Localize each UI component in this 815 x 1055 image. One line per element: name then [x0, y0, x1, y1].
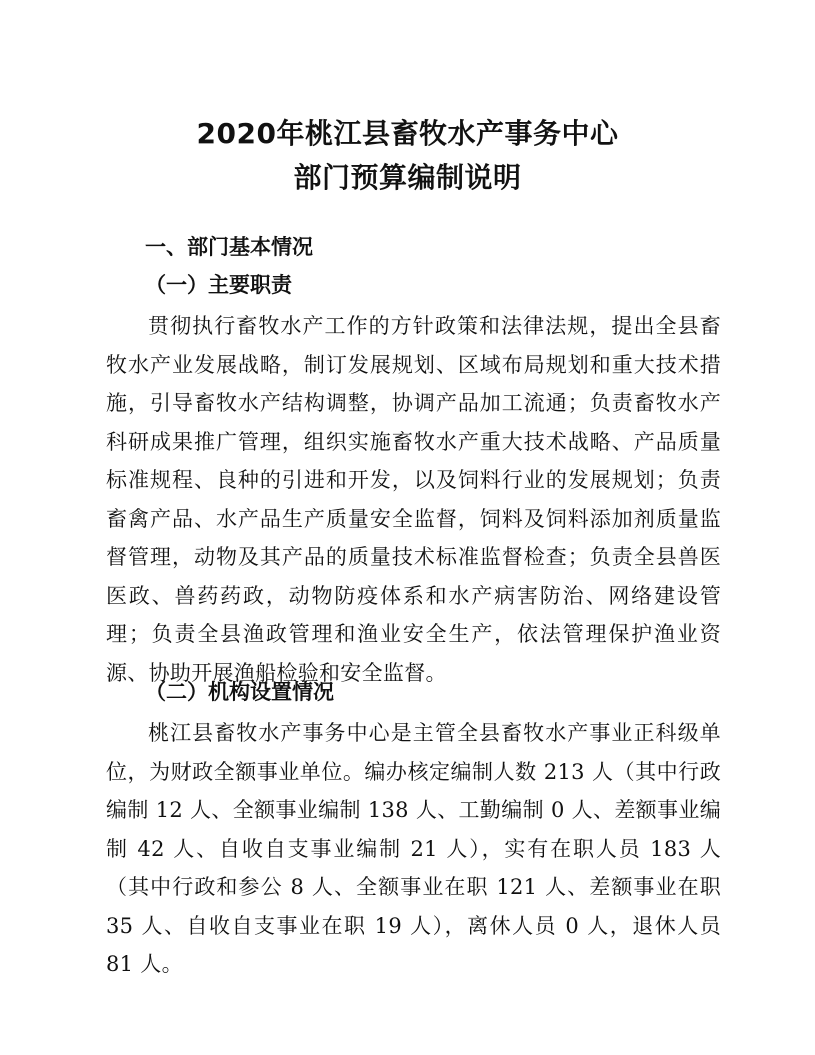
paragraph-organization: 桃江县畜牧水产事务中心是主管全县畜牧水产事业正科级单位，为财政全额事业单位。编办核定编制人数 213 人（其中行政编制 12 人、全额事业编制 138 人、工勤编制 0 人、差额事业编制 42 人、自收自支事业编制 21 人），实有在职人员 183 人（其中行政和参公 8 人、全额事业在职 121 人、差额事业在职 35 人、自收自支事业在职 19 人），离休人员 0 人，退休人员 81 人。 — [106, 721, 721, 976]
subsection-heading-organization: （二）机构设置情况 — [145, 680, 334, 704]
document-title-line1: 2020年桃江县畜牧水产事务中心 — [196, 117, 619, 150]
document-title-line2: 部门预算编制说明 — [293, 161, 522, 194]
subsection-heading-main-duties: （一）主要职责 — [145, 273, 292, 297]
paragraph-main-duties: 贯彻执行畜牧水产工作的方针政策和法律法规，提出全县畜牧水产业发展战略，制订发展规划、区域布局规划和重大技术措施，引导畜牧水产结构调整，协调产品加工流通；负责畜牧水产科研成果推广管理，组织实施畜牧水产重大技术战略、产品质量标准规程、良种的引进和开发，以及饲料行业的发展规划；负责畜禽产品、水产品生产质量安全监督，饲料及饲料添加剂质量监督管理，动物及其产品的质量技术标准监督检查；负责全县兽医医政、兽药药政，动物防疫体系和水产病害防治、网络建设管理；负责全县渔政管理和渔业安全生产，依法管理保护渔业资源、协助开展渔船检验和安全监督。 — [106, 314, 721, 685]
section-heading-basic-info: 一、部门基本情况 — [145, 235, 313, 259]
